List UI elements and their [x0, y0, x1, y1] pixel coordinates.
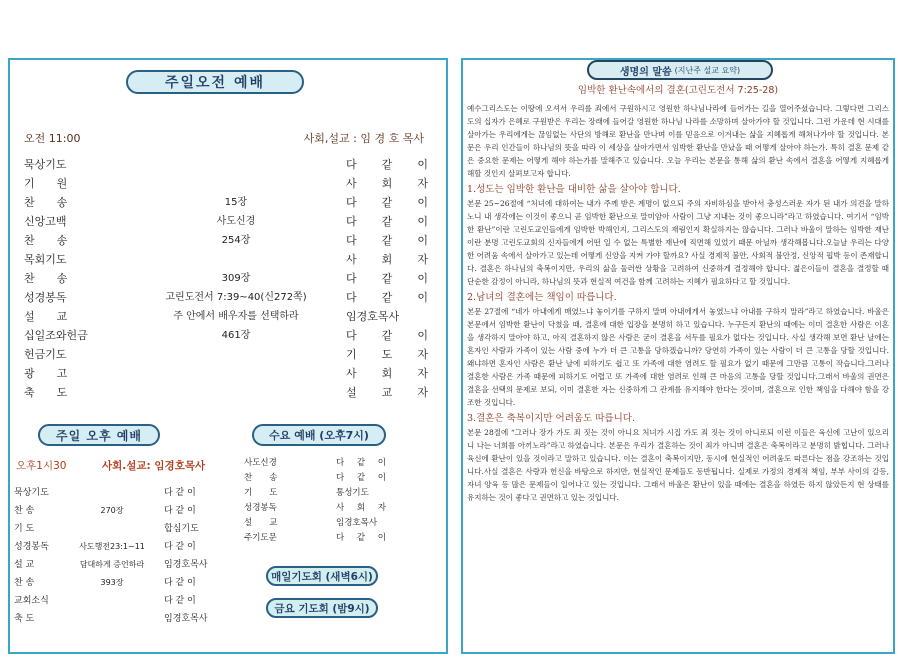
order-item-detail: 254장: [221, 235, 251, 246]
afternoon-service-leader: 사회.설교: 임경호목사: [102, 460, 206, 472]
sermon-paragraph-1: 본문 25~26절에 “처녀에 대하여는 내가 주께 받은 계명이 없으되 주의 자비하심을 받아서 충성스러운 자가 된 내가 의견을 말하노니 내 생각에는 이것이 좋으니 곧 임박한 환난으로 말미암아 사람이 그냥 지내는 것이 좋으니라”라고 하였습니다. 여기서 “임박한 환난”이란 고린도교인들에게 임박한 박해인지, 그리스도의 재림인지 확실하지는 않습니다. 그러나 바울이 말하는 임박한 재난이란 분명 고린도교회의 신자들에게 어떤 일 수 없는 특별한 재난에 직면해 있었기 때문 아닐까 생각해봅니다.오늘날 우리는 다양한 어려움 속에서 살아가고 있는데 어떻게 신앙을 지켜 가야 할까요? 사실 경제적 불안, 사회적 불안정, 신앙적 핍박 등이 존재합니다. 결혼은 하나님의 축복이지만, 우리의 삶을 둘러싼 상황을 고려하여 신중하게 결정해야 합니다. 젊은이들이 결혼을 결정할 때 단순한 감정이 아니라, 하나님의 뜻과 현실적 여건을 함께 고려하는 지혜가 필요하다고 할 것입니다.: [467, 199, 889, 286]
order-item-detail: 담대하게 증언하라: [79, 560, 145, 569]
order-item-name: 성경봉독: [244, 503, 277, 513]
sermon-subheading: (지난주 설교 요약): [674, 65, 741, 75]
order-item-name: 주기도문: [244, 533, 277, 543]
wednesday-order-row: [244, 471, 444, 486]
order-item-person: 사 회 자: [336, 503, 386, 513]
order-item-person: 통성기도: [336, 488, 369, 498]
morning-order-row: [24, 288, 434, 307]
order-item-detail: 15장: [224, 197, 248, 208]
order-item-person: 임경호목사: [164, 614, 208, 624]
order-item-person: 다 같 이: [336, 473, 386, 483]
sermon-intro: 예수그리스도는 이땅에 오셔서 우리를 죄에서 구원하시고 영원한 하나님나라에 들어가는 길을 열어주셨습니다. 그렇다면 그리스도의 십자가 은혜로 구원받은 우리는 장래에 들어갈 영원한 하나님 나라를 소망하며 살아가야 할 것입니다. 그런 가운데 현 시대를 살아가는 우리에게는 끊임없는 사단의 방해로 환난을 만나며 이를 믿음으로 이겨내는 삶을 지혜롭게 해쳐나가야 할 것입니다. 본문은 우리 인간들이 하나님의 뜻을 따라 이 세상을 살아가면서 임박한 환난을 만났을 때 어떻게 살아야 하는가. 특히 결혼 문제 같은 중요한 문제는 어떻게 해야 하는가를 말해주고 있습니다. 오늘 우리는 본문을 통해 삶의 환난 속에서 결혼을 어떻게 지혜롭게 해할 것인지 살펴보고자 합니다.: [467, 104, 889, 178]
morning-order-row: [24, 364, 434, 383]
order-item-name: 성경봉독: [24, 291, 67, 304]
morning-order-row: [24, 174, 434, 193]
order-item-person: 다 같 이: [164, 578, 196, 588]
order-item-name: 기 도: [14, 524, 35, 534]
wednesday-order-list: [244, 456, 444, 546]
order-item-person: 다 같 이: [346, 291, 428, 304]
order-item-person: 임경호목사: [164, 560, 208, 570]
afternoon-order-list: [14, 484, 244, 628]
order-item-name: 신앙고백: [24, 215, 67, 228]
order-item-name: 사도신경: [244, 458, 277, 468]
order-item-detail: 사도행전23:1~11: [79, 542, 145, 551]
sermon-body: [467, 102, 889, 504]
order-item-name: 찬 송: [14, 506, 35, 516]
morning-order-row: [24, 155, 434, 174]
order-item-name: 묵상기도: [14, 488, 49, 498]
order-item-name: 축 도: [14, 614, 35, 624]
order-item-name: 목회기도: [24, 253, 67, 266]
order-item-name: 헌금기도: [24, 348, 67, 361]
sermon-point-2: 2.남녀의 결혼에는 책임이 따릅니다.: [467, 292, 617, 303]
order-item-name: 설 교: [14, 560, 35, 570]
order-item-detail: 309장: [221, 273, 251, 284]
order-item-person: 다 같 이: [164, 488, 196, 498]
sermon-heading: [587, 60, 773, 80]
morning-order-list: [24, 155, 434, 402]
afternoon-order-row: [14, 484, 244, 502]
friday-prayer-label: 금요 기도회 (밤9시): [266, 598, 378, 618]
morning-order-row: [24, 231, 434, 250]
morning-order-row: [24, 307, 434, 326]
order-item-person: 다 같 이: [164, 542, 196, 552]
wednesday-order-row: [244, 456, 444, 471]
order-item-name: 찬 송: [24, 234, 68, 247]
afternoon-order-row: [14, 502, 244, 520]
sermon-point-1: 1.성도는 임박한 환난을 대비한 삶을 살아야 합니다.: [467, 184, 681, 195]
order-item-name: 묵상기도: [24, 158, 67, 171]
morning-service-title: 주일오전 예배: [126, 70, 304, 94]
sermon-panel: [461, 58, 895, 654]
order-item-person: 다 같 이: [346, 196, 428, 209]
afternoon-order-row: [14, 610, 244, 628]
order-item-name: 성경봉독: [14, 542, 49, 552]
order-item-person: 다 같 이: [336, 533, 386, 543]
afternoon-service-title: 주일 오후 예배: [38, 424, 160, 446]
afternoon-order-row: [14, 574, 244, 592]
order-item-detail: 270장: [100, 506, 124, 515]
order-item-name: 찬 송: [14, 578, 35, 588]
order-item-person: 임경호목사: [346, 310, 400, 323]
order-item-detail: 고린도전서 7:39~40(신272쪽): [165, 292, 307, 303]
order-item-name: 찬 송: [244, 473, 278, 483]
order-item-person: 다 같 이: [346, 158, 428, 171]
order-item-person: 다 같 이: [164, 506, 196, 516]
order-item-name: 축 도: [24, 386, 68, 399]
sermon-point-3: 3.결혼은 축복이지만 어려움도 따릅니다.: [467, 413, 635, 424]
order-item-person: 다 같 이: [346, 272, 428, 285]
afternoon-order-row: [14, 520, 244, 538]
order-item-person: 다 같 이: [346, 234, 428, 247]
order-item-name: 찬 송: [24, 196, 68, 209]
sermon-title: 임박한 환난속에서의 결혼(고린도전서 7:25-28): [577, 85, 779, 96]
morning-order-row: [24, 269, 434, 288]
order-item-person: 합심기도: [164, 524, 199, 534]
morning-order-row: [24, 250, 434, 269]
order-item-person: 다 같 이: [336, 458, 386, 468]
morning-order-row: [24, 345, 434, 364]
morning-order-row: [24, 212, 434, 231]
order-item-name: 기 도: [244, 488, 278, 498]
afternoon-order-row: [14, 556, 244, 574]
order-item-name: 광 고: [24, 367, 68, 380]
sermon-paragraph-3: 본문 28절에 “그러나 장가 가도 죄 짓는 것이 아니요 처녀가 시집 가도 죄 짓는 것이 아니로되 이런 이들은 육신에 고난이 있으리니 나는 너희를 아끼노라”라고 하였습니다. 본문은 우리가 결혼하는 것이 죄가 아니며 결혼은 축복이라고 분명히 밝힙니다. 그러나 육신에 환난이 있을 것이라고 말하고 있습니다. 이는 결혼이 축복이지만, 동시에 현실적인 어려움도 따른다는 점을 강조하는 것입니다.사실 결혼은 사랑과 헌신을 바탕으로 하지만, 현실적인 문제들도 동반됩니다. 실제로 가정의 경제적 책임, 부부 사이의 갈등, 자녀 양육 등 많은 문제들이 일어나고 있는 것입니다. 그래서 바울은 환난이 있을 때에는 결혼을 하였든 하지 않았든지 현 상태를 유지하는 것이 좋다고 권면하고 있는 것입니다.: [467, 428, 889, 502]
order-item-person: 다 같 이: [346, 329, 428, 342]
order-item-person: 설 교 자: [346, 386, 428, 399]
afternoon-order-row: [14, 592, 244, 610]
afternoon-service-time: 오후1시30: [16, 460, 67, 472]
afternoon-order-row: [14, 538, 244, 556]
wednesday-order-row: [244, 516, 444, 531]
order-item-detail: 461장: [221, 330, 251, 341]
morning-service-leader: 사회,설교 : 임 경 호 목사: [303, 132, 424, 145]
morning-order-row: [24, 383, 434, 402]
morning-service-time: 오전 11:00: [24, 132, 81, 145]
morning-order-row: [24, 326, 434, 345]
order-item-detail: 393장: [100, 578, 124, 587]
order-item-person: 기 도 자: [346, 348, 428, 361]
order-item-person: 사 회 자: [346, 253, 428, 266]
order-item-name: 기 원: [24, 177, 68, 190]
order-item-person: 다 같 이: [346, 215, 428, 228]
worship-order-panel: [8, 58, 448, 654]
order-item-name: 교회소식: [14, 596, 49, 606]
order-item-name: 십일조와헌금: [24, 329, 88, 342]
wednesday-service-title: 수요 예배 (오후7시): [252, 424, 386, 446]
order-item-name: 찬 송: [24, 272, 68, 285]
order-item-name: 설 교: [24, 310, 68, 323]
order-item-person: 사 회 자: [346, 177, 428, 190]
order-item-detail: 사도신경: [216, 216, 256, 227]
order-item-person: 임경호목사: [336, 518, 378, 528]
sermon-paragraph-2: 본문 27절에 “네가 아내에게 매였느냐 놓이기를 구하지 말며 아내에게서 놓였느냐 아내를 구하지 말라”라고 하였습니다. 바울은 본문에서 임박한 환난이 닥쳤을 때, 결혼에 대한 입장을 분명히 하고 있습니다. 누구든지 환난의 때에는 이미 결혼한 사람은 이혼을 생각하지 말아야 하고, 아직 결혼하지 않은 사람은 굳이 결혼을 서두를 필요가 없다는 것입니다. 사실 생각해 보면 환난 날에는 혼자인 사람과 가족이 있는 사람 중에 누가 더 큰 고통을 당하겠습니까? 당연히 가족이 있는 사람이 더 큰 고통을 당할 것입니다. 왜냐하면 혼자인 사람은 환난 날에 피하기도 쉽고 또 가족에 대한 염려도 할 필요가 없기 때문에 그만큼 고통이 작습니다.그러나 결혼한 사람은 가족 때문에 피하기도 어렵고 또 가족에 대한 염려로 인해 큰 마음의 고통을 당할 것입니다.그래서 바울의 권면은 결혼을 선택의 문제로 보되, 이미 결혼한 자는 신중하게 그 관계를 유지해야 한다는 것이며, 결혼으로 인한 책임을 다해야 함을 강조한 것입니다.: [467, 307, 889, 407]
sermon-heading-text: 생명의 말씀: [619, 66, 672, 78]
morning-order-row: [24, 193, 434, 212]
order-item-person: 사 회 자: [346, 367, 428, 380]
order-item-name: 설 교: [244, 518, 278, 528]
wednesday-order-row: [244, 486, 444, 501]
daily-prayer-label: 매일기도회 (새벽6시): [266, 566, 378, 586]
order-item-person: 다 같 이: [164, 596, 196, 606]
wednesday-order-row: [244, 531, 444, 546]
order-item-detail: 주 안에서 배우자를 선택하라: [173, 311, 299, 322]
wednesday-order-row: [244, 501, 444, 516]
